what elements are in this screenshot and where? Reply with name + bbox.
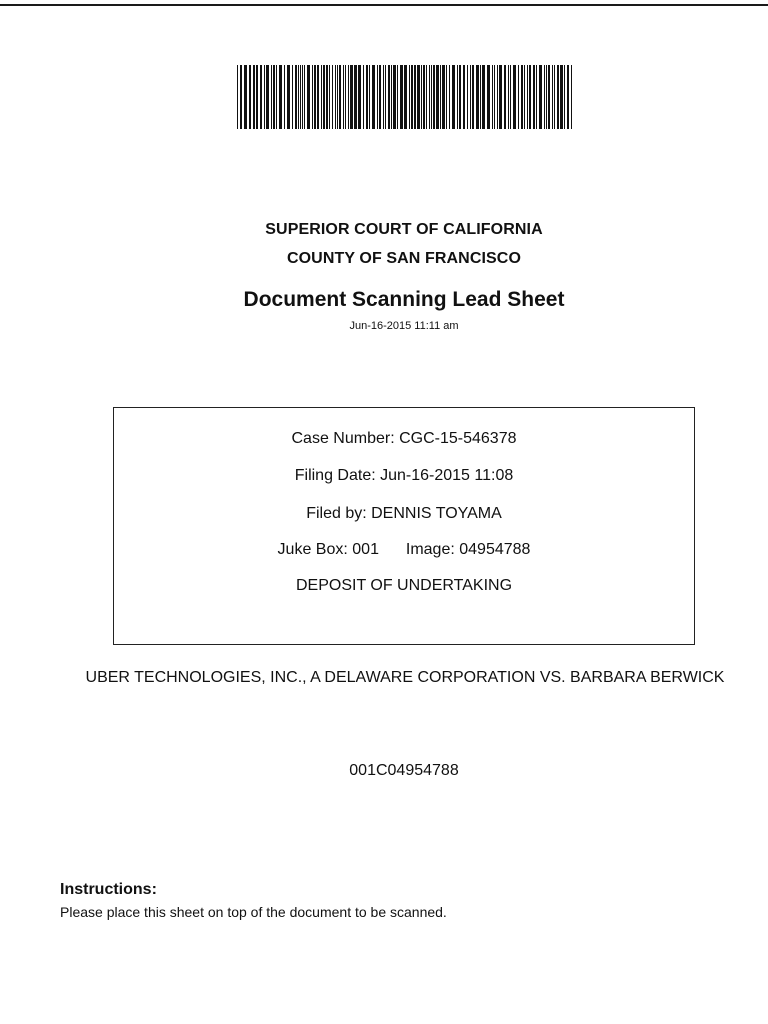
barcode-bar — [271, 65, 272, 129]
instructions-text: Please place this sheet on top of the document to be scanned. — [60, 904, 447, 920]
barcode-bar — [312, 65, 313, 129]
barcode-bar — [249, 65, 251, 129]
case-number-line — [114, 430, 694, 448]
barcode-bar — [504, 65, 506, 129]
barcode-bar — [546, 65, 547, 129]
barcode-bar — [323, 65, 325, 129]
court-name: SUPERIOR COURT OF CALIFORNIA — [265, 221, 543, 238]
barcode-bar — [494, 65, 495, 129]
barcode-bar — [449, 65, 450, 129]
barcode-bar — [467, 65, 468, 129]
barcode-bar — [421, 65, 422, 129]
barcode-bar — [470, 65, 471, 129]
barcode-bar — [343, 65, 344, 129]
filed-by-value: DENNIS TOYAMA — [371, 505, 502, 522]
top-border-line — [0, 4, 768, 6]
barcode-bar — [452, 65, 455, 129]
barcode-bar — [436, 65, 439, 129]
barcode-bar — [348, 65, 349, 129]
barcode-bar — [383, 65, 384, 129]
barcode-bar — [564, 65, 565, 129]
barcode-bar — [354, 65, 357, 129]
barcode-bar — [510, 65, 511, 129]
barcode-bar — [385, 65, 386, 129]
barcode-bar — [400, 65, 403, 129]
barcode-bar — [557, 65, 559, 129]
barcode-bar — [350, 65, 353, 129]
barcode-bar — [266, 65, 269, 129]
barcode-bar — [366, 65, 368, 129]
barcode-bar — [524, 65, 525, 129]
barcode-bar — [253, 65, 255, 129]
barcode-bar — [459, 65, 461, 129]
barcode-bar — [304, 65, 305, 129]
barcode-bar — [457, 65, 458, 129]
image-label: Image: — [405, 541, 455, 558]
barcode-bar — [521, 65, 523, 129]
barcode-bar — [417, 65, 420, 129]
barcode-bar — [567, 65, 569, 129]
filed-by-line — [114, 505, 694, 523]
barcode-bar — [321, 65, 322, 129]
barcode-bar — [423, 65, 425, 129]
filing-date-label: Filing Date: — [294, 467, 376, 484]
case-parties: UBER TECHNOLOGIES, INC., A DELAWARE CORPORATION VS. BARBARA BERWICK — [85, 669, 725, 686]
barcode-bar — [533, 65, 535, 129]
barcode-bar — [414, 65, 416, 129]
barcode-bar — [442, 65, 445, 129]
case-number-label: Case Number: — [291, 430, 395, 447]
barcode-bar — [339, 65, 341, 129]
barcode-bar — [446, 65, 447, 129]
barcode-bar — [237, 65, 238, 129]
barcode-bar — [487, 65, 490, 129]
barcode-bar — [335, 65, 336, 129]
sheet-timestamp: Jun-16-2015 11:11 am — [349, 320, 459, 332]
barcode-bar — [298, 65, 299, 129]
barcode-bar — [379, 65, 381, 129]
barcode — [237, 65, 573, 129]
barcode-bar — [476, 65, 479, 129]
barcode-bar — [429, 65, 430, 129]
barcode-bar — [552, 65, 553, 129]
barcode-bar — [273, 65, 275, 129]
barcode-bar — [276, 65, 277, 129]
barcode-bar — [377, 65, 378, 129]
barcode-bar — [314, 65, 316, 129]
barcode-bar — [492, 65, 493, 129]
barcode-bar — [529, 65, 531, 129]
barcode-bar — [244, 65, 247, 129]
filing-date-line — [114, 467, 694, 485]
barcode-bar — [260, 65, 262, 129]
barcode-bar — [358, 65, 361, 129]
barcode-bar — [326, 65, 328, 129]
barcode-bar — [388, 65, 390, 129]
barcode-bar — [440, 65, 441, 129]
barcode-bar — [548, 65, 550, 129]
image-value: 04954788 — [459, 541, 531, 558]
barcode-bar — [544, 65, 545, 129]
sheet-title: Document Scanning Lead Sheet — [243, 288, 565, 311]
barcode-bar — [256, 65, 258, 129]
barcode-bar — [397, 65, 398, 129]
barcode-bar — [560, 65, 563, 129]
barcode-bar — [499, 65, 502, 129]
case-number-value: CGC-15-546378 — [399, 430, 517, 447]
juke-box-label: Juke Box: — [277, 541, 348, 558]
barcode-bar — [518, 65, 519, 129]
barcode-bar — [345, 65, 346, 129]
barcode-bar — [292, 65, 293, 129]
barcode-bar — [393, 65, 396, 129]
barcode-bar — [513, 65, 516, 129]
barcode-bar — [307, 65, 310, 129]
barcode-bar — [404, 65, 407, 129]
barcode-bar — [463, 65, 465, 129]
barcode-bar — [431, 65, 432, 129]
barcode-bar — [264, 65, 265, 129]
barcode-bar — [287, 65, 290, 129]
barcode-bar — [284, 65, 285, 129]
barcode-bar — [372, 65, 375, 129]
barcode-bar — [329, 65, 330, 129]
barcode-bar — [337, 65, 338, 129]
barcode-bar — [300, 65, 301, 129]
barcode-bar — [409, 65, 410, 129]
barcode-bar — [536, 65, 537, 129]
barcode-bar — [317, 65, 319, 129]
barcode-bar — [391, 65, 392, 129]
barcode-bar — [240, 65, 242, 129]
barcode-bar — [295, 65, 297, 129]
barcode-bar — [497, 65, 498, 129]
barcode-bar — [279, 65, 282, 129]
instructions-heading: Instructions: — [60, 881, 157, 898]
barcode-bar — [332, 65, 333, 129]
filed-by-label: Filed by: — [306, 505, 367, 522]
barcode-bar — [363, 65, 364, 129]
barcode-bar — [411, 65, 413, 129]
barcode-bar — [302, 65, 303, 129]
barcode-bar — [426, 65, 427, 129]
barcode-bar — [527, 65, 528, 129]
barcode-bar — [369, 65, 370, 129]
barcode-bar — [480, 65, 481, 129]
barcode-bar — [571, 65, 572, 129]
case-info-box — [113, 407, 695, 645]
barcode-bar — [554, 65, 555, 129]
barcode-bar — [539, 65, 542, 129]
filing-date-value: Jun-16-2015 11:08 — [380, 467, 514, 484]
juke-box-image-line — [114, 541, 694, 559]
county-name: COUNTY OF SAN FRANCISCO — [286, 250, 521, 267]
barcode-bar — [472, 65, 474, 129]
barcode-bar — [482, 65, 485, 129]
barcode-bar — [508, 65, 509, 129]
barcode-bar — [433, 65, 435, 129]
document-type: DEPOSIT OF UNDERTAKING — [295, 577, 513, 594]
juke-box-value: 001 — [352, 541, 379, 558]
document-id: 001C04954788 — [349, 762, 459, 779]
